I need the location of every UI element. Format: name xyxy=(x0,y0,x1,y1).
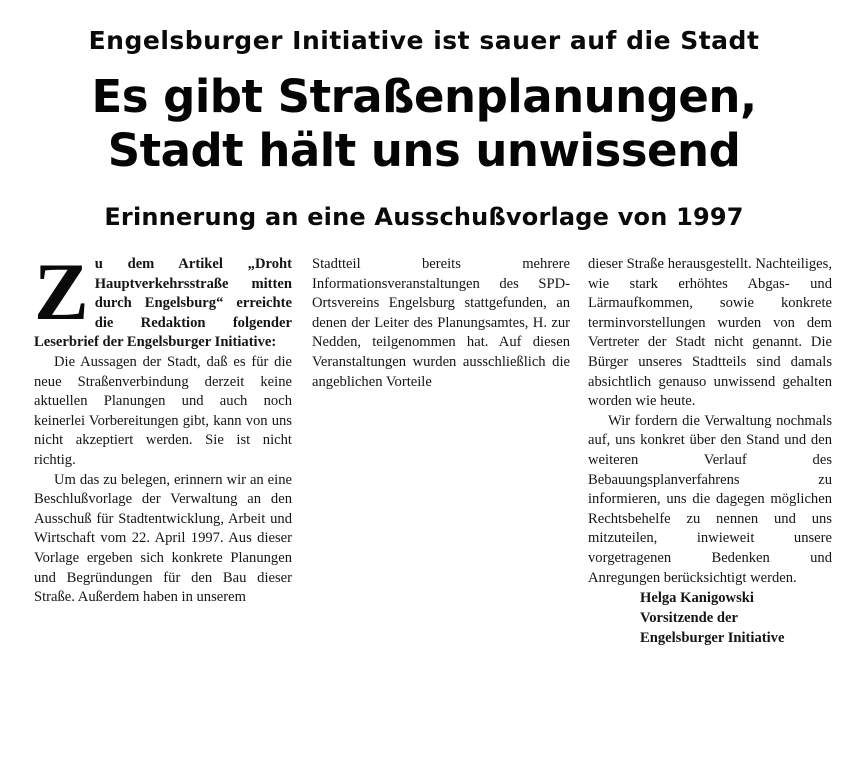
signature-role: Vorsitzende der xyxy=(640,610,738,627)
article-headline xyxy=(0,70,848,178)
intro-paragraph xyxy=(34,246,292,353)
body-paragraph: Die Aussagen der Stadt, daß es für die neue Straßenverbindung derzeit keine aktuellen Planungen und auch noch keinerlei Vorbereitungen gibt, kann von uns nicht akzeptiert werden. Sie ist nicht richtig. xyxy=(34,353,292,468)
article-subtitle: Erinnerung an eine Ausschußvorlage von 1997 xyxy=(104,203,744,231)
signature-name: Helga Kanigowski xyxy=(640,590,754,607)
drop-cap: Z xyxy=(34,246,89,337)
article-column-1 xyxy=(34,246,292,608)
intro-text: u dem Artikel „Droht Hauptverkehrsstraße mitten durch Engelsburg“ erreichte die Redaktion folgender Leserbrief der Engelsburger Initiative: xyxy=(34,256,292,351)
signature xyxy=(588,588,832,648)
body-paragraph: Wir fordern die Verwaltung nochmals auf, uns konkret über den Stand und den weiteren Verlauf des Bebauungsplanverfahrens zu informieren, uns die dagegen möglichen Rechtsbehelfe zu nennen und uns mitzuteilen, inwieweit unsere vorgetragenen Bedenken und Anregungen berücksichtigt werden. xyxy=(588,412,832,586)
signature-organization: Engelsburger Initiative xyxy=(640,630,785,647)
body-paragraph: Stadtteil bereits mehrere Informationsveranstaltungen des SPD-Ortsvereins Engelsburg stattgefunden, an denen der Leiter des Planungsamtes, H. zur Nedden, teilgenommen hat. Auf diesen Veranstaltungen wurden ausschließlich die angeblichen Vorteile xyxy=(312,256,570,390)
article-column-2 xyxy=(312,255,570,392)
headline-line-1: Es gibt Straßenplanungen, xyxy=(91,70,757,123)
article-column-3 xyxy=(588,255,832,648)
headline-line-2: Stadt hält uns unwissend xyxy=(107,124,741,177)
article-kicker: Engelsburger Initiative ist sauer auf die Stadt xyxy=(88,26,760,55)
body-paragraph: Um das zu belegen, erinnern wir an eine Beschlußvorlage der Verwaltung an den Ausschuß für Stadtentwicklung, Arbeit und Wirtschaft vom 22. April 1997. Aus dieser Vorlage ergeben sich konkrete Planungen und Begründungen für den Bau dieser Straße. Außerdem haben in unserem xyxy=(34,471,292,606)
body-paragraph: dieser Straße herausgestellt. Nachteiliges, wie stark erhöhtes Abgas- und Lärmaufkommen, sowie konkrete terminvorstellungen wurden von dem Vertreter der Stadt nicht genannt. Die Bürger unseres Stadtteils sind damals absichtlich genauso unwissend gehalten worden wie heute. xyxy=(588,256,832,410)
